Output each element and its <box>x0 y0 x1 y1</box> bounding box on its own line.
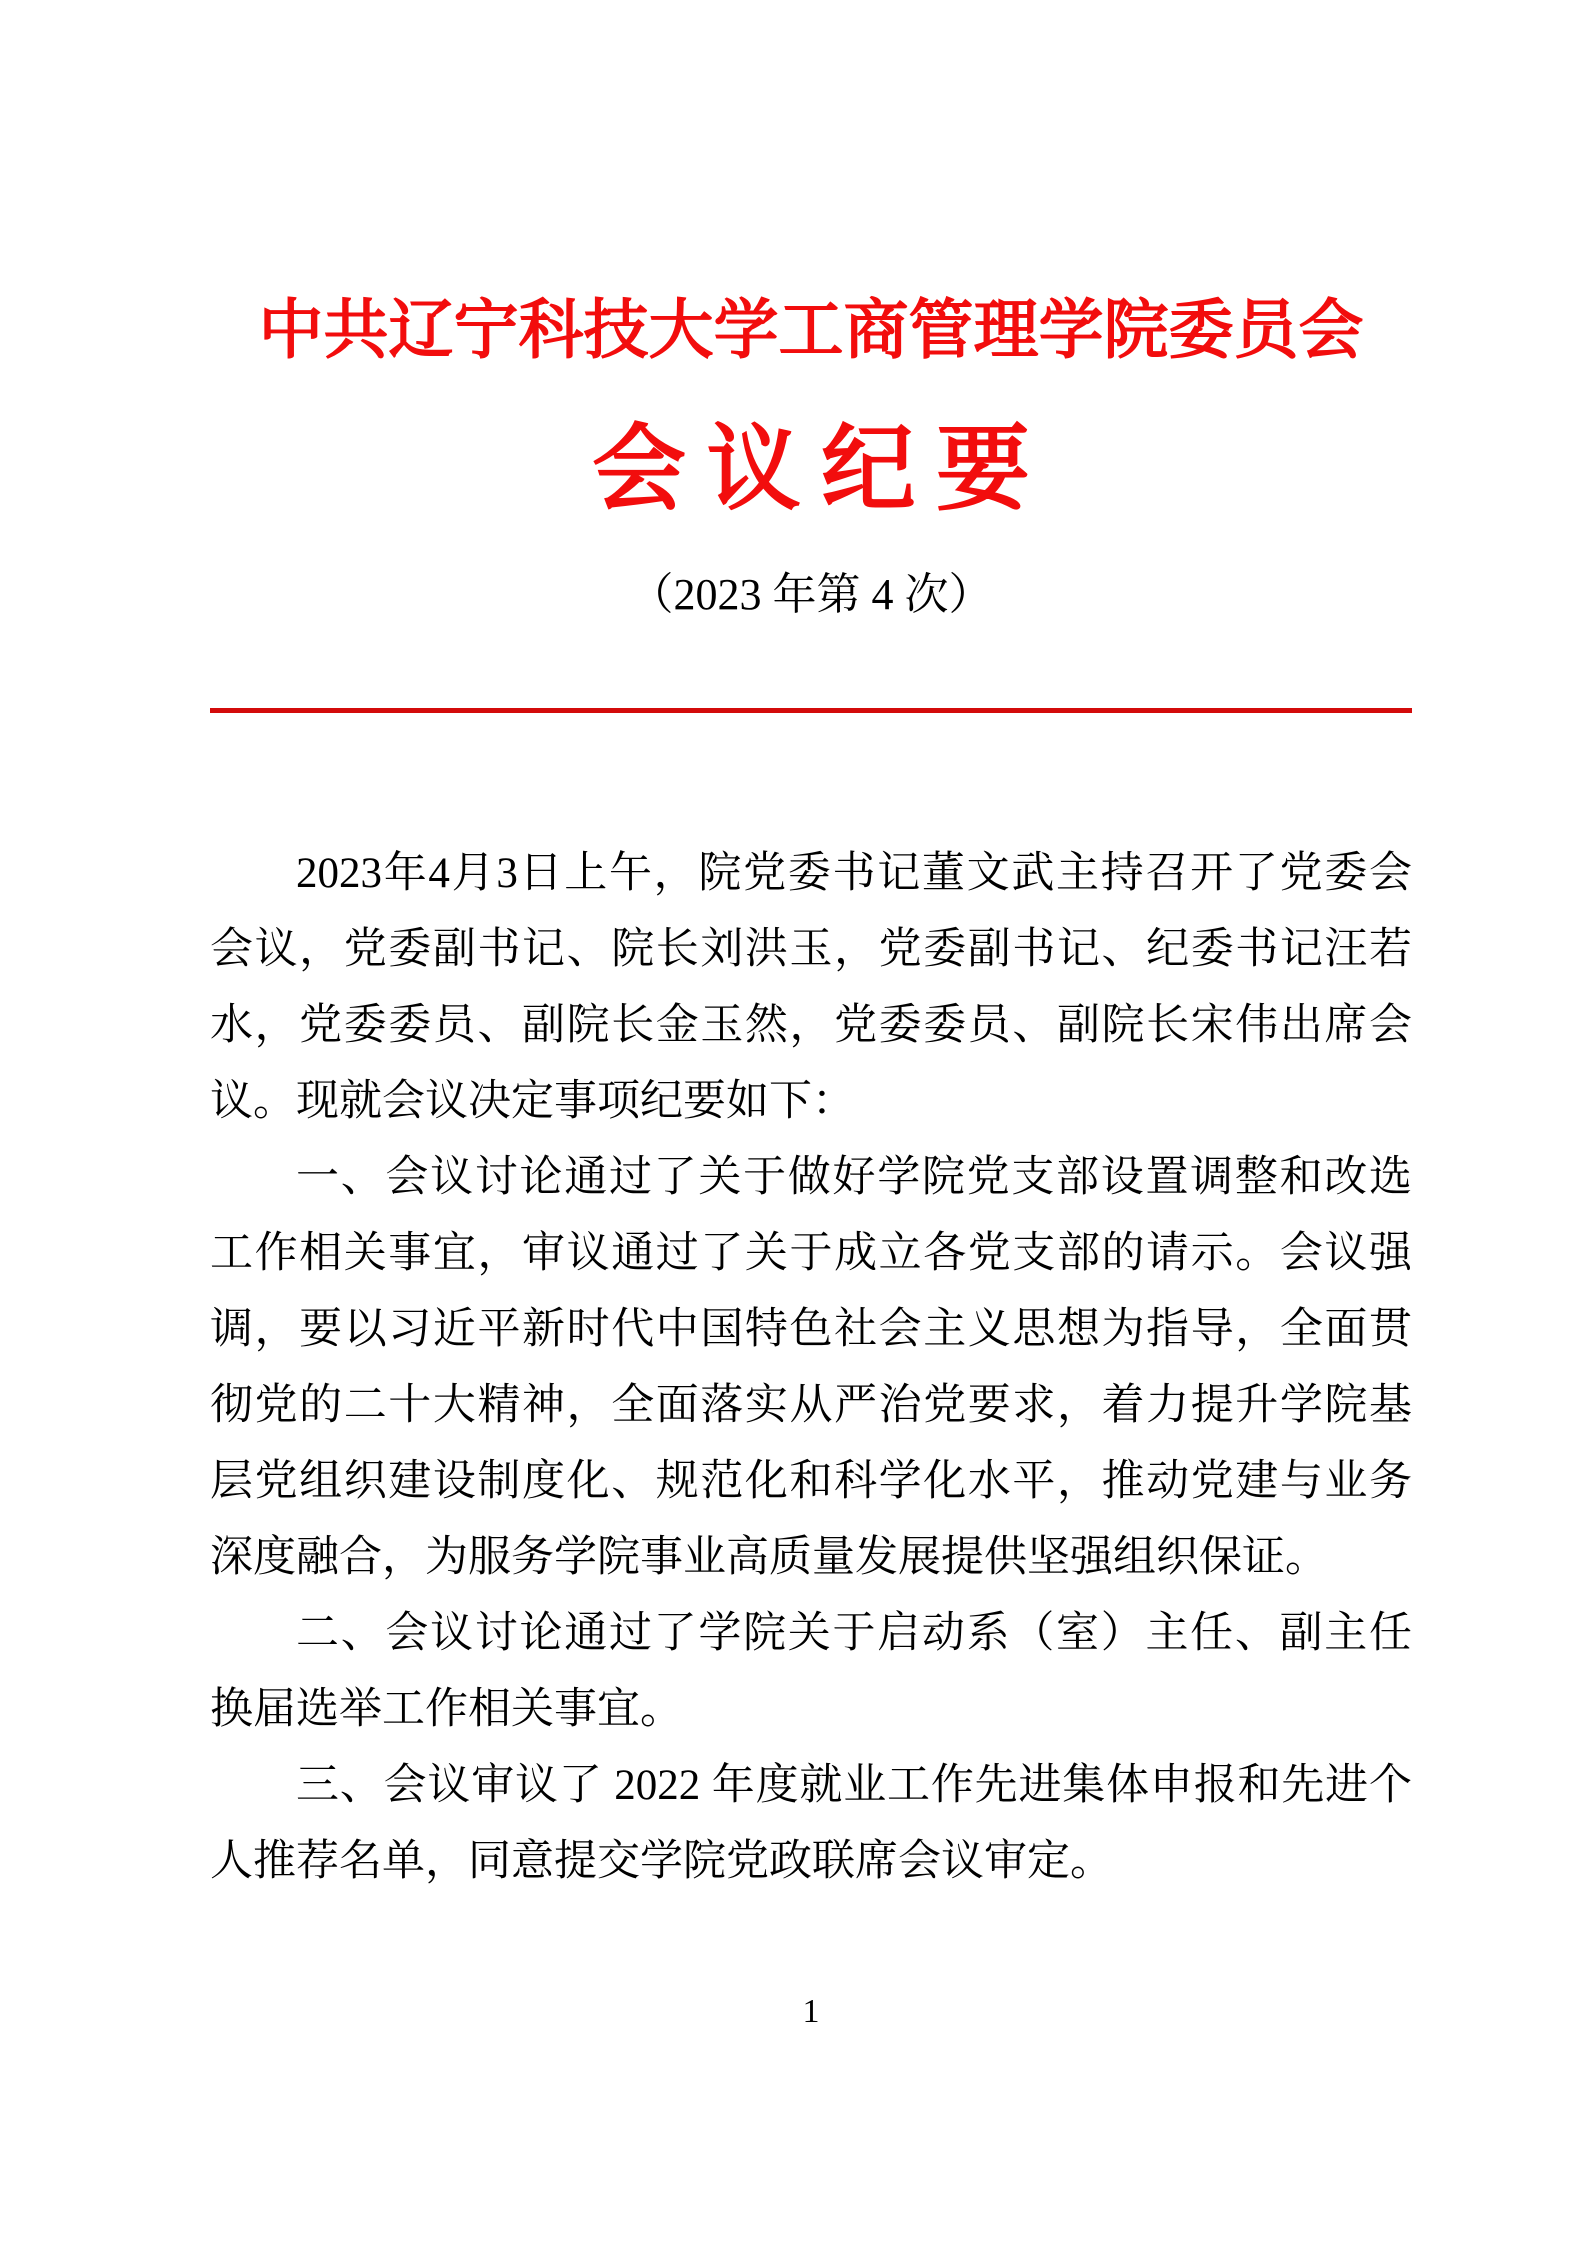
document-body <box>210 836 1412 1900</box>
document-header <box>210 288 1412 713</box>
org-title: 中共辽宁科技大学工商管理学院委员会 <box>258 293 1364 366</box>
red-divider-line <box>210 708 1412 713</box>
doc-title: 会议纪要 <box>591 415 1051 521</box>
page-footer <box>210 1992 1412 2033</box>
page-number: 1 <box>802 1993 820 2030</box>
paragraph-item-3: 三、会议审议了 2022 年度就业工作先进集体申报和先进个人推荐名单，同意提交学院党政联席会议审定。 <box>210 1762 1412 1886</box>
paragraph-item-2: 二、会议讨论通过了学院关于启动系（室）主任、副主任换届选举工作相关事宜。 <box>210 1610 1412 1734</box>
session-subtitle: （2023 年第 4 次） <box>629 570 993 620</box>
paragraph-intro: 2023年4月3日上午，院党委书记董文武主持召开了党委会会议，党委副书记、院长刘洪玉，党委副书记、纪委书记汪若水，党委委员、副院长金玉然，党委委员、副院长宋伟出席会议。现就会议决定事项纪要如下： <box>210 850 1412 1126</box>
paragraph-item-1: 一、会议讨论通过了关于做好学院党支部设置调整和改选工作相关事宜，审议通过了关于成立各党支部的请示。会议强调，要以习近平新时代中国特色社会主义思想为指导，全面贯彻党的二十大精神，全面落实从严治党要求，着力提升学院基层党组织建设制度化、规范化和科学化水平，推动党建与业务深度融合，为服务学院事业高质量发展提供坚强组织保证。 <box>210 1154 1412 1582</box>
